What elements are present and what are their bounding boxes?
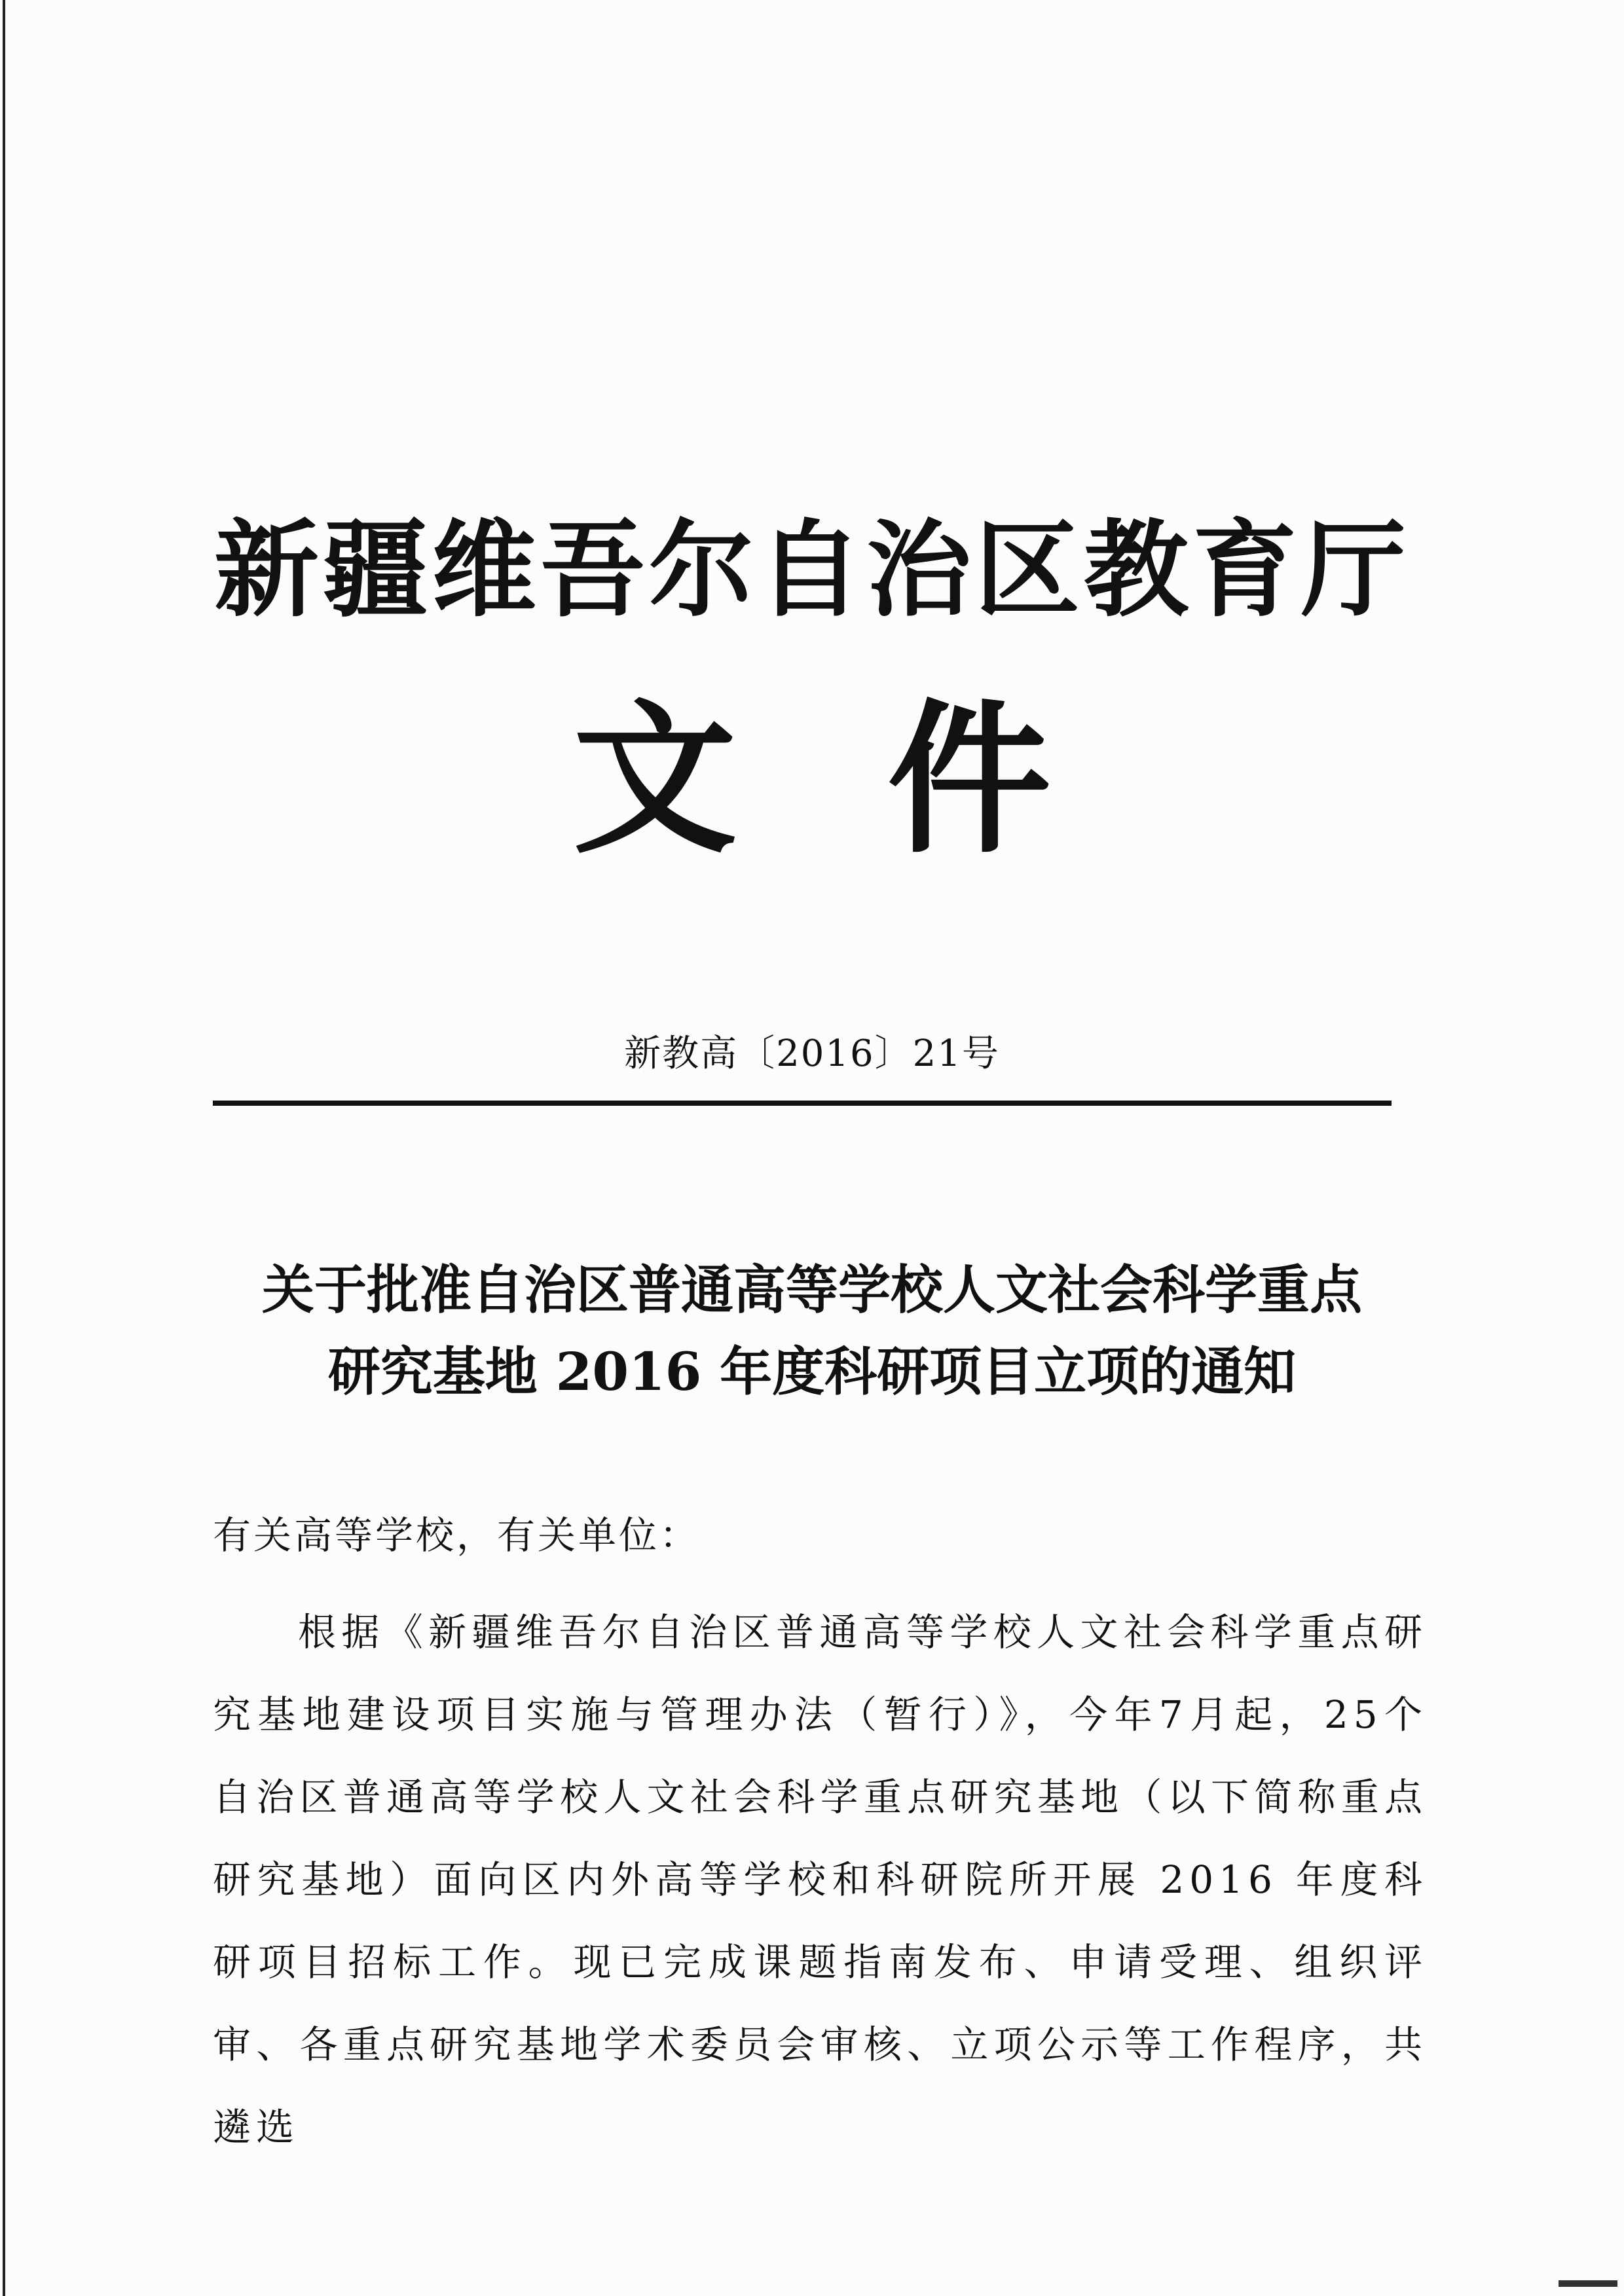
salutation: 有关高等学校，有关单位： [213, 1513, 701, 1558]
scan-corner-mark [1559, 2280, 1617, 2287]
body-paragraph: 根据《新疆维吾尔自治区普通高等学校人文社会科学重点研究基地建设项目实施与管理办法（暂行）》，今年7月起，25个自治区普通高等学校人文社会科学重点研究基地（以下简称重点研究基地）面向区内外高等学校和科研院所开展 2016 年度科研项目招标工作。现已完成课题指南发布、申请受理、组织评审、各重点研究基地学术委员会审核、立项公示等工作程序，共遴选 [213, 1610, 1428, 2149]
document-number: 新教高〔2016〕21号 [624, 1032, 1000, 1075]
notice-title-line-1: 关于批准自治区普通高等学校人文社会科学重点 [262, 1259, 1362, 1321]
notice-title-line-2: 研究基地 2016 年度科研项目立项的通知 [327, 1341, 1297, 1402]
scan-edge-line [3, 0, 5, 2296]
issuer-name: 新疆维吾尔自治区教育厅 [213, 508, 1410, 631]
document-word: 文件 [573, 683, 1202, 875]
header-divider [213, 1101, 1392, 1106]
